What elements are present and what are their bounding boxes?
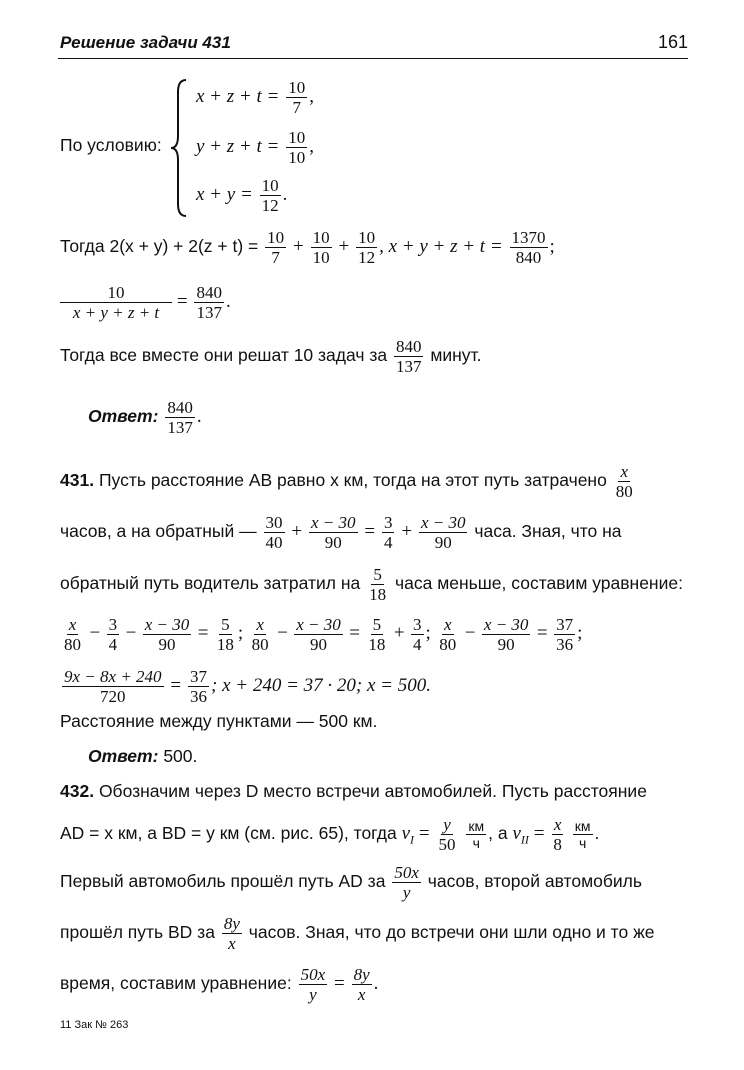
fraction-denominator: 80	[615, 482, 633, 501]
fraction	[299, 965, 328, 1004]
fraction-denominator: 4	[383, 533, 393, 552]
answer-431	[88, 746, 197, 767]
problem-431-line-3	[60, 565, 683, 604]
fraction	[222, 914, 242, 953]
fraction-numerator: 10	[288, 128, 306, 147]
fraction-numerator: x − 30	[420, 513, 466, 532]
math-text: 500.	[163, 746, 198, 766]
answer-1	[88, 398, 202, 437]
fraction	[107, 615, 120, 654]
fraction-numerator: 50x	[394, 863, 419, 882]
fraction-denominator: y	[309, 985, 317, 1004]
math-text: =	[364, 521, 376, 543]
fraction-numerator: 8y	[353, 965, 370, 984]
fraction-numerator: 840	[196, 283, 222, 302]
fraction	[551, 815, 564, 854]
math-text: Ответ:	[88, 746, 159, 766]
fraction-numerator: 10	[358, 228, 376, 247]
math-text: ,	[309, 136, 314, 158]
fraction-numerator: 10	[288, 78, 306, 97]
problem-432-line-5	[60, 965, 378, 1004]
fraction	[411, 615, 424, 654]
math-text: время, составим уравнение:	[60, 973, 292, 994]
fraction-numerator: 840	[167, 398, 193, 417]
math-text: =	[349, 622, 360, 644]
fraction-denominator: x + y + z + t	[72, 303, 160, 322]
math-text: минут.	[430, 345, 482, 366]
fraction	[265, 228, 286, 267]
fraction-denominator: 840	[515, 248, 542, 267]
fraction	[264, 513, 285, 552]
fraction	[165, 398, 195, 437]
fraction-denominator: 18	[216, 635, 234, 654]
math-text: v	[512, 823, 521, 845]
fraction-denominator: 10	[312, 248, 330, 267]
math-text: обратный путь водитель затратил на	[60, 573, 361, 594]
fraction-numerator: 5	[373, 565, 382, 584]
fraction-denominator: 18	[369, 585, 387, 604]
fraction-denominator: 4	[413, 635, 422, 654]
fraction-denominator: 7	[271, 248, 280, 267]
fraction	[356, 228, 377, 267]
math-text: Пусть расстояние AB равно x км, тогда на этот путь затрачено	[98, 470, 607, 491]
fraction	[194, 283, 224, 322]
fraction	[62, 667, 164, 706]
eq-lhs: y + z + t =	[196, 136, 280, 158]
system-eq-1	[196, 78, 314, 117]
math-text: , x + y + z + t =	[379, 236, 503, 258]
fraction-denominator: 36	[556, 635, 574, 654]
math-text: AD = x км, а BD = y км (см. рис. 65), тогда	[60, 823, 397, 844]
math-text: , а	[488, 823, 508, 844]
math-text: =	[536, 622, 548, 644]
fraction	[311, 228, 332, 267]
fraction	[215, 615, 236, 654]
math-text: −	[125, 622, 137, 644]
math-text: =	[533, 823, 545, 845]
fraction-numerator: км	[468, 818, 485, 834]
fraction-numerator: x	[68, 615, 77, 634]
math-text: −	[464, 622, 476, 644]
running-header-title: Решение задачи 431	[60, 33, 231, 52]
math-text: прошёл путь BD за	[60, 922, 215, 943]
math-text: II	[520, 832, 529, 847]
problem-432-line-4	[60, 914, 655, 953]
fraction	[366, 615, 387, 654]
math-text: .	[225, 291, 231, 313]
math-text: −	[89, 622, 101, 644]
fraction-denominator: x	[357, 985, 366, 1004]
math-text: ;	[425, 622, 431, 644]
math-text: v	[401, 823, 411, 845]
header-rule	[58, 58, 688, 59]
math-text: +	[293, 236, 304, 258]
problem-431-line-2	[60, 513, 622, 552]
math-text: =	[197, 622, 209, 644]
fraction-numerator: x	[256, 615, 264, 634]
math-text: =	[176, 291, 188, 313]
fraction-denominator: 40	[265, 533, 283, 552]
math-text: Первый автомобиль прошёл путь AD за	[60, 871, 386, 892]
problem-431-line-1	[60, 462, 637, 501]
eq-lhs: x + y =	[196, 184, 253, 206]
page-number: 161	[657, 32, 688, 52]
fraction-denominator: 12	[261, 196, 279, 215]
math-text: .	[594, 823, 600, 844]
problem-432-line-2	[60, 815, 599, 854]
problem-431-equation-2	[60, 667, 431, 706]
fraction-numerator: x	[620, 462, 628, 481]
fraction-denominator: 50	[438, 835, 456, 854]
fraction-numerator: 30	[265, 513, 283, 532]
fraction-denominator: 10	[288, 148, 306, 167]
math-text: +	[338, 236, 350, 258]
fraction-numerator: 3	[383, 513, 393, 532]
math-text: −	[277, 622, 288, 644]
math-text: ;	[577, 622, 583, 644]
fraction-numerator: 3	[413, 615, 422, 634]
fraction-denominator: ч	[578, 835, 587, 851]
fraction-numerator: x − 30	[296, 615, 341, 634]
fraction-numerator: 37	[190, 667, 208, 686]
problem-431-distance: Расстояние между пунктами — 500 км.	[60, 711, 378, 731]
print-footer: 11 Зак № 263	[60, 1019, 129, 1031]
math-text: часов, а на обратный —	[60, 521, 257, 542]
fraction-denominator: 7	[292, 98, 301, 117]
fraction-denominator: 18	[368, 635, 386, 654]
math-text: ;	[237, 622, 244, 644]
then-sentence-3	[60, 337, 482, 376]
fraction-numerator: 3	[108, 615, 118, 634]
fraction-numerator: 9x − 8x + 240	[64, 667, 162, 686]
fraction	[614, 462, 635, 501]
fraction-denominator: x	[228, 934, 236, 953]
fraction-numerator: y	[443, 815, 451, 834]
fraction-numerator: 5	[221, 615, 230, 634]
eq-lhs: x + z + t =	[196, 86, 280, 108]
fraction-denominator: 720	[100, 687, 126, 706]
fraction-denominator: 90	[324, 533, 342, 552]
fraction	[419, 513, 468, 552]
math-text: ,	[309, 86, 314, 108]
fraction-numerator: км	[574, 818, 591, 834]
fraction-denominator: 80	[439, 635, 457, 654]
math-text: часа. Зная, что на	[474, 521, 622, 542]
fraction-denominator: ч	[472, 835, 480, 851]
fraction-denominator: 90	[158, 635, 176, 654]
fraction-denominator: 137	[395, 357, 422, 376]
fraction-numerator: x − 30	[483, 615, 529, 634]
fraction-denominator: 90	[310, 635, 328, 654]
math-text: Тогда 2(x + y) + 2(z + t) =	[60, 236, 259, 257]
math-text: =	[170, 675, 182, 697]
math-text: =	[333, 973, 345, 995]
fraction-numerator: 5	[372, 615, 382, 634]
fraction-numerator: 10	[267, 228, 285, 247]
math-text: часа меньше, составим уравнение:	[395, 573, 683, 594]
fraction-numerator: 10	[261, 176, 279, 195]
fraction	[466, 818, 486, 851]
problem-432-line-1	[60, 781, 647, 802]
fraction	[510, 228, 548, 267]
fraction	[392, 863, 421, 902]
fraction	[143, 615, 192, 654]
fraction-denominator: 137	[196, 303, 222, 322]
fraction-numerator: 10	[60, 283, 172, 303]
condition-label: По условию:	[60, 135, 162, 155]
fraction	[437, 815, 458, 854]
fraction	[62, 615, 83, 654]
fraction-numerator: 10	[312, 228, 330, 247]
fraction	[250, 615, 271, 654]
fraction	[286, 128, 307, 167]
problem-432-line-3	[60, 863, 642, 902]
fraction	[309, 513, 358, 552]
fraction-denominator: 12	[358, 248, 376, 267]
fraction-numerator: 37	[556, 615, 574, 634]
fraction-numerator: x	[553, 815, 562, 834]
math-text: Ответ:	[88, 406, 159, 427]
fraction-numerator: x − 30	[310, 513, 356, 532]
fraction-denominator: 80	[251, 635, 269, 654]
fraction-denominator: 90	[434, 533, 452, 552]
fraction	[482, 615, 531, 654]
then-equation-2	[60, 283, 231, 322]
system-eq-3	[196, 176, 287, 215]
fraction-numerator: x − 30	[144, 615, 190, 634]
fraction	[554, 615, 575, 654]
then-equation-1	[60, 228, 555, 267]
problem-number: 432.	[60, 781, 95, 801]
fraction	[382, 513, 395, 552]
math-text: Обозначим через D место встречи автомобилей. Пусть расстояние	[98, 781, 647, 801]
fraction-numerator: 1370	[511, 228, 546, 247]
math-text: =	[418, 823, 430, 845]
fraction	[286, 78, 307, 117]
system-brace	[170, 78, 188, 218]
fraction	[352, 965, 372, 1004]
fraction-denominator: y	[402, 883, 411, 902]
fraction-denominator: 8	[553, 835, 562, 854]
fraction-numerator: 8y	[223, 914, 240, 933]
math-text: I	[410, 832, 415, 847]
math-text: ; x + 240 = 37 · 20; x = 500.	[211, 675, 431, 697]
fraction	[260, 176, 281, 215]
fraction	[437, 615, 458, 654]
math-text: .	[282, 184, 288, 206]
math-text: часов, второй автомобиль	[427, 871, 642, 892]
fraction-numerator: 840	[395, 337, 422, 356]
fraction-denominator: 36	[190, 687, 208, 706]
system-eq-2	[196, 128, 314, 167]
fraction-denominator: 80	[64, 635, 81, 654]
fraction-numerator: 50x	[300, 965, 326, 984]
fraction-denominator: 4	[108, 635, 118, 654]
math-text: .	[373, 973, 379, 995]
problem-number: 431.	[60, 470, 95, 491]
fraction	[573, 818, 593, 851]
math-text: +	[401, 521, 413, 543]
fraction	[294, 615, 343, 654]
math-text: Тогда все вместе они решат 10 задач за	[60, 345, 388, 366]
math-text: .	[196, 406, 202, 428]
fraction	[188, 667, 209, 706]
math-text: +	[393, 622, 405, 644]
fraction-numerator: x	[444, 615, 452, 634]
math-text: ;	[549, 236, 555, 258]
fraction	[394, 337, 424, 376]
problem-431-equation-1	[60, 615, 582, 654]
math-text: +	[291, 521, 303, 543]
fraction-denominator: 137	[167, 418, 193, 437]
fraction-denominator: 90	[497, 635, 515, 654]
fraction	[367, 565, 388, 604]
fraction	[62, 283, 170, 322]
math-text: часов. Зная, что до встречи они шли одно и то же	[248, 922, 655, 943]
